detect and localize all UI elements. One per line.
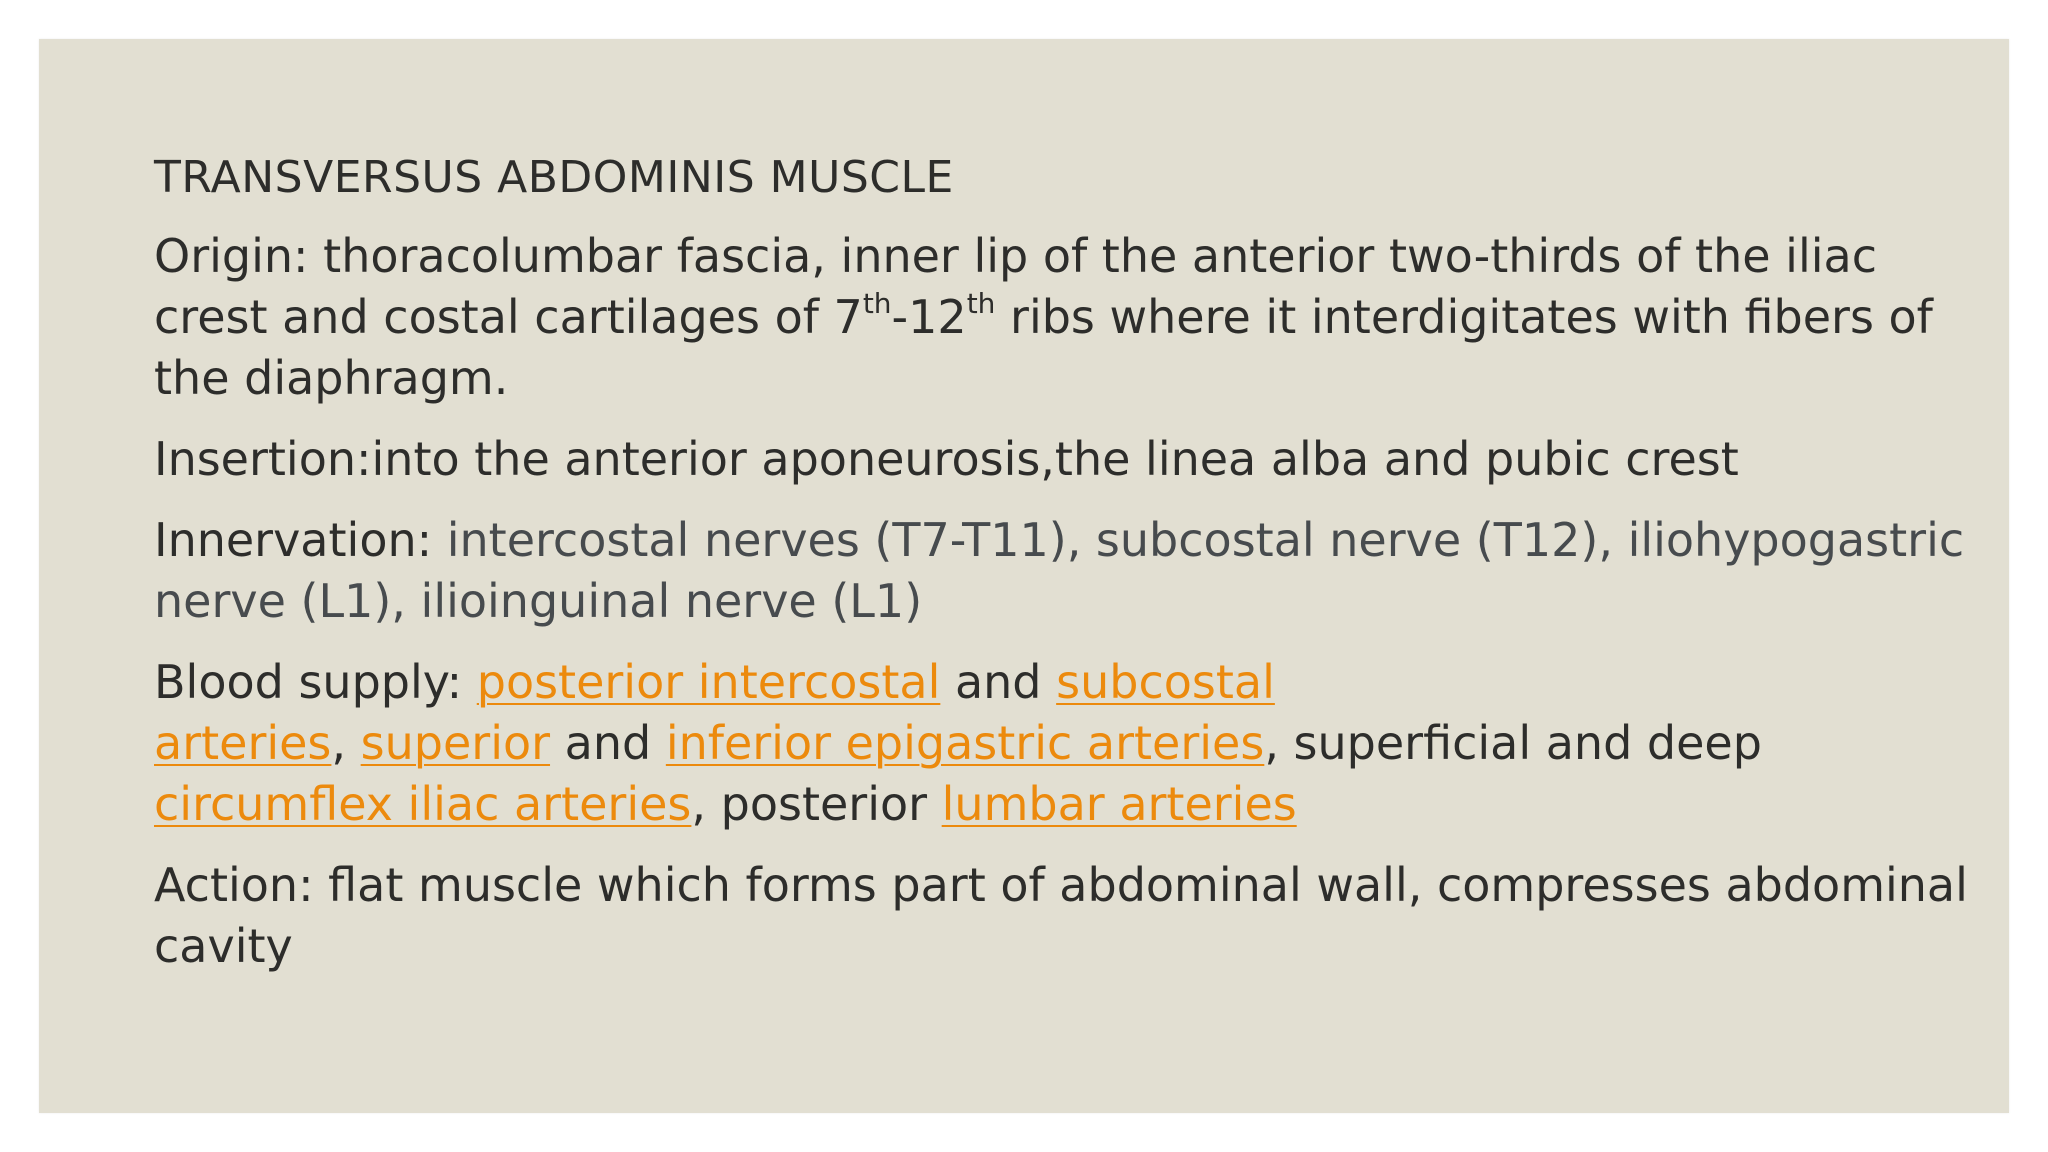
slide [39,39,2009,1113]
superior-link[interactable]: superior [360,716,551,770]
innervation-paragraph [154,510,1974,632]
blood-text-5: , posterior [691,777,942,831]
innervation-label: Innervation: [154,513,433,567]
origin-text-3: ribs where it interdigitates with fibers of the diaphragm. [154,290,1933,405]
subcostal-arteries-link[interactable]: arteries [154,716,332,770]
origin-paragraph [154,226,1974,409]
action-paragraph: Action: flat muscle which forms part of abdominal wall, compresses abdominal cavity [154,858,1968,973]
blood-text-3: and [550,716,666,770]
circumflex-iliac-link[interactable]: circumflex iliac arteries [154,777,692,831]
insertion-paragraph: Insertion:into the anterior aponeurosis,the linea alba and pubic crest [154,432,1739,486]
innervation-text: intercostal nerves (T7-T11), subcostal nerve (T12), iliohypogastric nerve (L1), ilioinguinal nerve (L1) [154,513,1965,628]
blood-supply-label: Blood supply: [154,655,477,709]
blood-supply-paragraph [154,652,1974,835]
posterior-intercostal-link[interactable]: posterior intercostal [476,655,941,709]
slide-content [154,147,1974,997]
origin-sup-1: th [862,286,892,320]
slide-title: TRANSVERSUS ABDOMINIS MUSCLE [154,152,954,203]
origin-text-2: -12 [891,290,967,344]
origin-text-1: Origin: thoracolumbar fascia, inner lip of the anterior two-thirds of the iliac crest and costal cartilages of 7 [154,229,1877,344]
blood-text-4: , superficial and deep [1264,716,1762,770]
lumbar-arteries-link[interactable]: lumbar arteries [941,777,1297,831]
inferior-epigastric-link[interactable]: inferior epigastric arteries [665,716,1265,770]
origin-sup-2: th [966,286,996,320]
blood-text-2: , [331,716,361,770]
subcostal-link[interactable]: subcostal [1056,655,1275,709]
blood-text-1: and [940,655,1057,709]
